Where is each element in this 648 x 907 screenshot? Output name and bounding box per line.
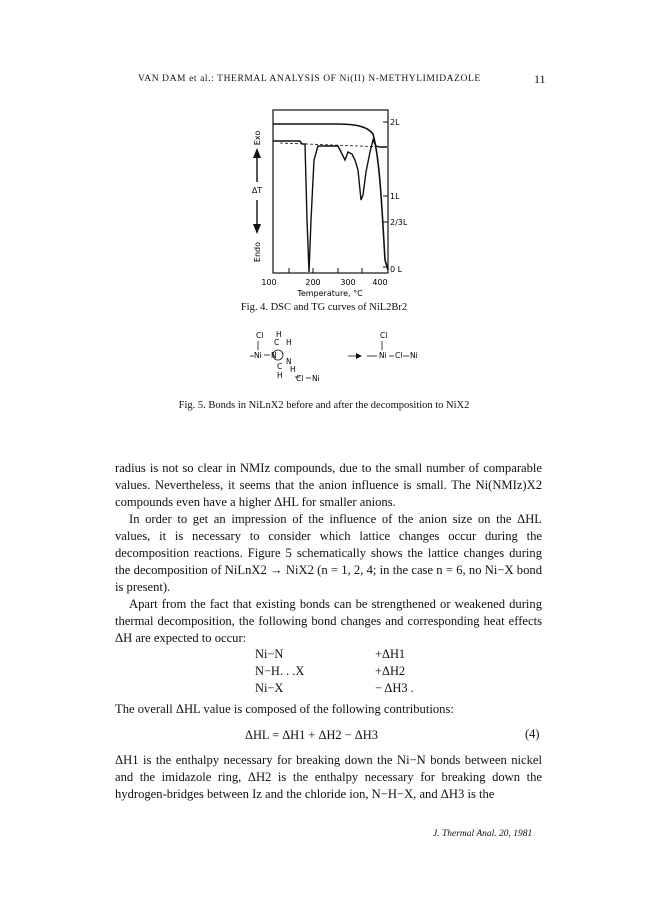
x-tick-400: 400 [372, 278, 388, 287]
y-label-deltat: ΔT [251, 186, 263, 195]
dsc-curve [273, 140, 387, 272]
right-label-2L: 2L [390, 118, 400, 127]
fig5-label: Ni [254, 351, 262, 360]
paragraph-3: Apart from the fact that existing bonds can be strengthened or weakened during thermal decomposition, the following bond changes and corresponding heat effects ΔH are expected to occur: [115, 597, 542, 645]
bond-row: Ni−X − ΔH3 . [255, 681, 414, 695]
x-tick-300: 300 [340, 278, 356, 287]
fig5-label: N [271, 351, 277, 360]
fig5-label: H [290, 365, 296, 374]
fig5-label: H [276, 330, 282, 339]
figure-4-caption: Fig. 4. DSC and TG curves of NiL2Br2 [240, 302, 408, 313]
x-tick-200: 200 [305, 278, 321, 287]
fig5-label: N [286, 357, 292, 366]
fig5-label: Cl [380, 331, 388, 340]
page-number: 11 [534, 72, 546, 86]
equation-number: (4) [525, 727, 540, 741]
fig5-label: Cl [395, 351, 403, 360]
figure-5 [250, 328, 425, 390]
bond-row: N−H. . .X +ΔH2 [255, 664, 406, 678]
y-label-exo: Exo [253, 130, 262, 146]
y-label-endo: Endo [253, 241, 262, 263]
fig5-label: Ni [312, 374, 320, 383]
fig5-label: Ni [410, 351, 418, 360]
paragraph-4: The overall ΔHL value is composed of the following contributions: [115, 702, 454, 716]
bond-list [255, 646, 414, 697]
fig5-label: Ni [379, 351, 387, 360]
right-label-0L: 0 L [390, 265, 403, 274]
body-text [115, 460, 542, 647]
equation-4: ΔHL = ΔH1 + ΔH2 − ΔH3 [245, 728, 378, 742]
running-title: VAN DAM et al.: THERMAL ANALYSIS OF Ni(II) N-METHYLIMIDAZOLE [138, 74, 481, 84]
fig5-label: C [274, 338, 280, 347]
right-label-1L: 1L [390, 192, 400, 201]
journal-footer: J. Thermal Anal. 20, 1981 [433, 829, 533, 839]
figure-5-caption: Fig. 5. Bonds in NiLnX2 before and after the decomposition to NiX2 [178, 400, 470, 411]
x-axis-label: Temperature, °C [297, 289, 363, 298]
paragraph-1: radius is not so clear in NMIz compounds, due to the small number of comparable values. Nevertheless, it seems that the anion influence is small. The Ni(NMIz)X2 compounds even have a higher ΔHL for smaller anions. [115, 461, 542, 509]
x-tick-100: 100 [261, 278, 277, 287]
fig5-label: H [277, 371, 283, 380]
fig5-label: C [277, 362, 283, 371]
fig5-label: Cl [296, 374, 304, 383]
plot-frame [273, 110, 388, 273]
figure-4 [240, 100, 430, 300]
fig5-label: H [286, 338, 292, 347]
paragraph-5: ΔH1 is the enthalpy necessary for breaking down the Ni−N bonds between nickel and the imidazole ring, ΔH2 is the enthalpy necessary for breaking down the hydrogen-bridges between Iz and the chloride ion, N−H−X, and ΔH3 is the [115, 753, 542, 801]
bond-row: Ni−N +ΔH1 [255, 647, 406, 661]
right-label-23L: 2/3L [390, 218, 408, 227]
fig5-label: Cl [256, 331, 264, 340]
paragraph-2: In order to get an impression of the influence of the anion size on the ΔHL values, it is necessary to consider which lattice changes occur during the decomposition reactions. Figure 5 schematically shows the lattice changes during the decomposition of NiLnX2 → NiX2 (n = 1, 2, 4; in the case n = 6, no Ni−X bond is present). [115, 512, 542, 594]
